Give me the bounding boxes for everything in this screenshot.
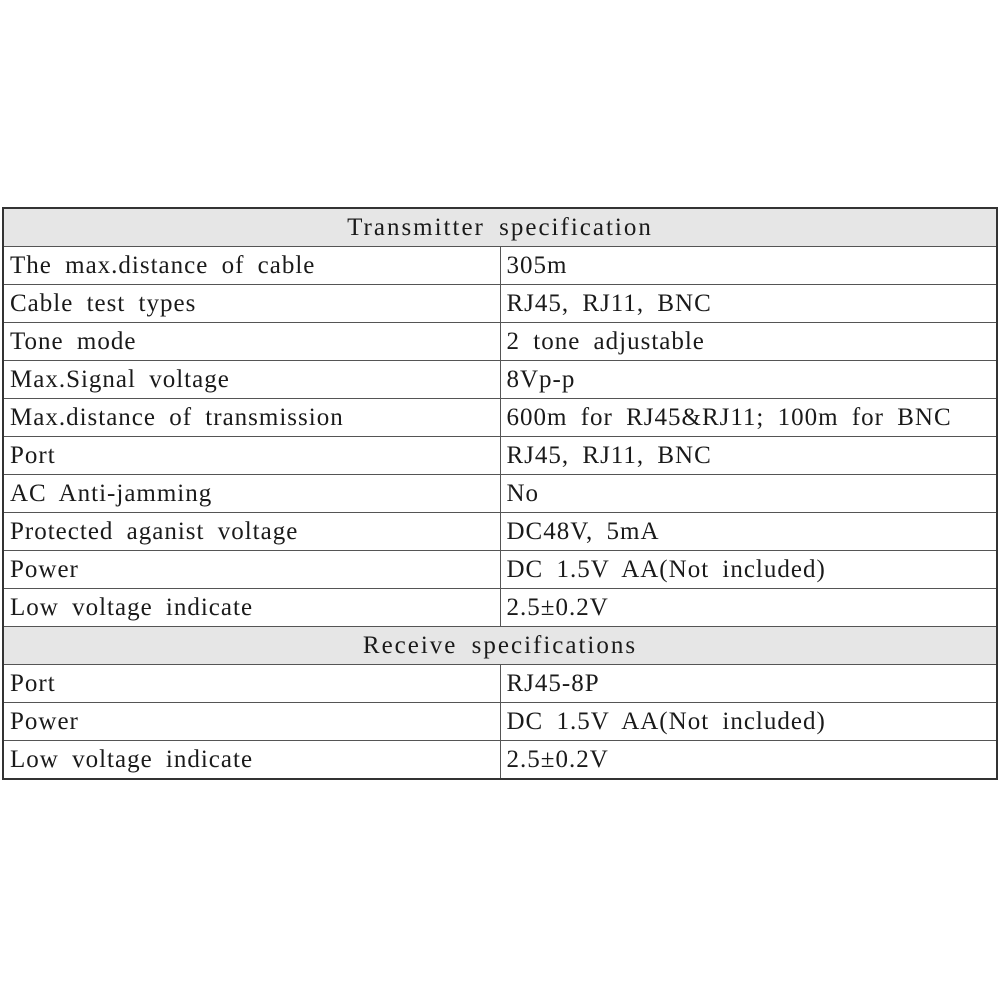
table-row: [3, 703, 997, 741]
spec-value: No: [500, 475, 997, 513]
spec-table: [2, 207, 998, 780]
spec-value: DC48V, 5mA: [500, 513, 997, 551]
spec-label: Low voltage indicate: [3, 589, 500, 627]
spec-label: Max.distance of transmission: [3, 399, 500, 437]
spec-value: 2.5±0.2V: [500, 741, 997, 780]
table-row: [3, 665, 997, 703]
table-row: [3, 475, 997, 513]
table-row: [3, 437, 997, 475]
section-header-row: [3, 208, 997, 247]
spec-label: Low voltage indicate: [3, 741, 500, 780]
spec-value: DC 1.5V AA(Not included): [500, 551, 997, 589]
section-title-receiver: Receive specifications: [3, 627, 997, 665]
table-row: [3, 589, 997, 627]
table-row: [3, 323, 997, 361]
spec-value: 305m: [500, 247, 997, 285]
section-header-row: [3, 627, 997, 665]
table-row: [3, 399, 997, 437]
spec-label: Cable test types: [3, 285, 500, 323]
spec-value: RJ45, RJ11, BNC: [500, 437, 997, 475]
section-title-transmitter: Transmitter specification: [3, 208, 997, 247]
spec-value: 2 tone adjustable: [500, 323, 997, 361]
table-row: [3, 513, 997, 551]
table-row: [3, 285, 997, 323]
spec-label: Port: [3, 665, 500, 703]
spec-label: Max.Signal voltage: [3, 361, 500, 399]
spec-label: Power: [3, 703, 500, 741]
spec-label: The max.distance of cable: [3, 247, 500, 285]
spec-label: Port: [3, 437, 500, 475]
table-row: [3, 361, 997, 399]
spec-label: Protected aganist voltage: [3, 513, 500, 551]
table-row: [3, 247, 997, 285]
spec-value: 600m for RJ45&RJ11; 100m for BNC: [500, 399, 997, 437]
spec-label: AC Anti-jamming: [3, 475, 500, 513]
spec-value: RJ45-8P: [500, 665, 997, 703]
spec-value: 2.5±0.2V: [500, 589, 997, 627]
table-row: [3, 551, 997, 589]
spec-value: RJ45, RJ11, BNC: [500, 285, 997, 323]
spec-label: Tone mode: [3, 323, 500, 361]
spec-value: 8Vp-p: [500, 361, 997, 399]
spec-label: Power: [3, 551, 500, 589]
table-row: [3, 741, 997, 780]
spec-value: DC 1.5V AA(Not included): [500, 703, 997, 741]
